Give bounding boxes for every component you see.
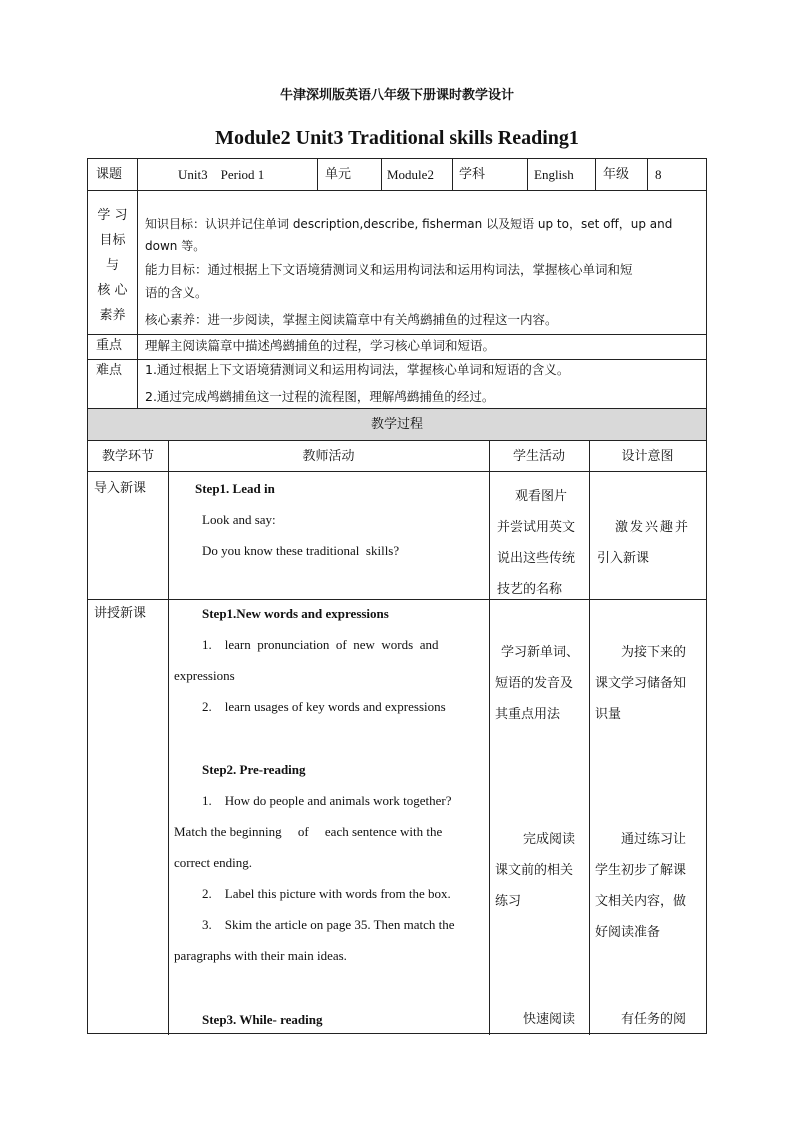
text-line: 激发兴趣并	[615, 520, 691, 535]
step2-item1-line2: Match the beginning of each sentence with the	[174, 824, 443, 839]
intro-design-intent	[597, 512, 701, 574]
difficulty-line2: 2.通过完成鸬鹚捕鱼这一过程的流程图，理解鸬鹚捕鱼的经过。	[145, 389, 495, 404]
document-title: 牛津深圳版英语八年级下册课时教学设计	[279, 88, 514, 103]
text-line: 技艺的名称	[497, 582, 563, 597]
grade-value: 8	[655, 167, 662, 182]
teach-student-activity-1	[495, 637, 579, 730]
core-literacy-goal: 核心素养：进一步阅读，掌握主阅读篇章中有关鸬鹚捕鱼的过程这一内容。	[145, 312, 558, 327]
row-divider	[88, 599, 706, 600]
goals-label-line: 核 心	[97, 283, 128, 298]
step1-item1-line1: 1. learn pronunciation of new words and	[202, 637, 439, 652]
col-header-teacher: 教师活动	[302, 449, 355, 464]
goals-label	[88, 203, 137, 328]
col-divider	[137, 159, 138, 408]
col-header-design: 设计意图	[621, 449, 674, 464]
text-line: 短语的发音及	[495, 676, 574, 691]
ability-goal-line1: 能力目标：通过根据上下文语境猜测词义和运用构词法和运用构词法，掌握核心单词和短	[145, 262, 633, 277]
intro-student-activity	[497, 481, 575, 605]
goals-label-line: 与	[105, 258, 119, 273]
knowledge-goal-line1: 知识目标：认识并记住单词 description,describe, fisherman 以及短语 up to，set off，up and	[145, 217, 673, 231]
step2-item3-line2: paragraphs with their main ideas.	[174, 948, 347, 963]
teach-student-activity-2	[495, 824, 575, 917]
course-label: 课题	[96, 167, 123, 182]
row-divider	[88, 440, 706, 441]
intro-line1: Look and say:	[202, 512, 276, 527]
goals-label-line: 学 习	[97, 208, 128, 223]
text-line: 好阅读准备	[595, 925, 661, 940]
col-divider	[647, 159, 648, 190]
row-divider	[88, 334, 706, 335]
text-line: 练习	[495, 894, 522, 909]
lesson-plan-table	[87, 158, 707, 1034]
col-divider	[489, 440, 490, 1035]
teach-student-activity-3: 快速阅读	[523, 1012, 576, 1027]
difficulty-line1: 1.通过根据上下文语境猜测词义和运用构词法，掌握核心单词和短语的含义。	[145, 362, 570, 377]
goals-label-line: 目标	[99, 233, 126, 248]
col-divider	[589, 440, 590, 1035]
step1-item2: 2. learn usages of key words and expressions	[202, 699, 446, 714]
text-line: 通过练习让	[621, 832, 687, 847]
col-divider	[317, 159, 318, 190]
stage-teaching: 讲授新课	[94, 606, 147, 621]
step3-title: Step3. While- reading	[202, 1012, 323, 1027]
text-line: 课文学习储备知	[595, 676, 687, 691]
focus-label: 重点	[96, 338, 123, 353]
step1-title: Step1.New words and expressions	[202, 606, 389, 621]
subject-label: 学科	[459, 167, 486, 182]
row-divider	[88, 359, 706, 360]
step2-item3-line1: 3. Skim the article on page 35. Then match the	[202, 917, 455, 932]
text-line: 说出这些传统	[497, 551, 576, 566]
col-divider	[168, 440, 169, 1035]
unit-value: Module2	[387, 167, 434, 182]
intro-step-title: Step1. Lead in	[195, 481, 275, 496]
col-header-student: 学生活动	[512, 449, 565, 464]
goals-label-line: 素养	[99, 308, 126, 323]
text-line: 并尝试用英文	[497, 520, 576, 535]
document-subtitle: Module2 Unit3 Traditional skills Reading1	[215, 127, 579, 149]
col-header-stage: 教学环节	[101, 449, 154, 464]
col-divider	[527, 159, 528, 190]
focus-text: 理解主阅读篇章中描述鸬鹚捕鱼的过程，学习核心单词和短语。	[145, 338, 496, 353]
course-value: Unit3 Period 1	[178, 167, 265, 182]
teach-design-intent-1	[595, 637, 686, 730]
text-line: 引入新课	[597, 551, 650, 566]
step2-item1-line3: correct ending.	[174, 855, 252, 870]
teach-design-intent-2	[595, 824, 686, 948]
step2-title: Step2. Pre-reading	[202, 762, 306, 777]
grade-label: 年级	[603, 167, 630, 182]
difficulty-label: 难点	[96, 363, 123, 378]
text-line: 学习新单词、	[501, 645, 580, 660]
subject-value: English	[534, 167, 574, 182]
unit-label: 单元	[325, 167, 352, 182]
col-divider	[452, 159, 453, 190]
text-line: 学生初步了解课	[595, 863, 687, 878]
row-divider	[88, 190, 706, 191]
text-line: 完成阅读	[523, 832, 576, 847]
step2-item1-line1: 1. How do people and animals work together?	[202, 793, 452, 808]
ability-goal-line2: 语的含义。	[145, 285, 208, 300]
col-divider	[381, 159, 382, 190]
teach-design-intent-3: 有任务的阅	[621, 1012, 687, 1027]
stage-intro: 导入新课	[94, 481, 147, 496]
text-line: 课文前的相关	[495, 863, 574, 878]
text-line: 其重点用法	[495, 707, 561, 722]
text-line: 观看图片	[515, 489, 568, 504]
text-line: 为接下来的	[621, 645, 687, 660]
knowledge-goal-line2: down 等。	[145, 239, 206, 253]
row-divider	[88, 471, 706, 472]
text-line: 识量	[595, 707, 622, 722]
process-header: 教学过程	[370, 417, 423, 432]
col-divider	[595, 159, 596, 190]
intro-line2: Do you know these traditional skills?	[202, 543, 400, 558]
step1-item1-line2: expressions	[174, 668, 235, 683]
text-line: 文相关内容，做	[595, 894, 687, 909]
step2-item2: 2. Label this picture with words from the box.	[202, 886, 451, 901]
